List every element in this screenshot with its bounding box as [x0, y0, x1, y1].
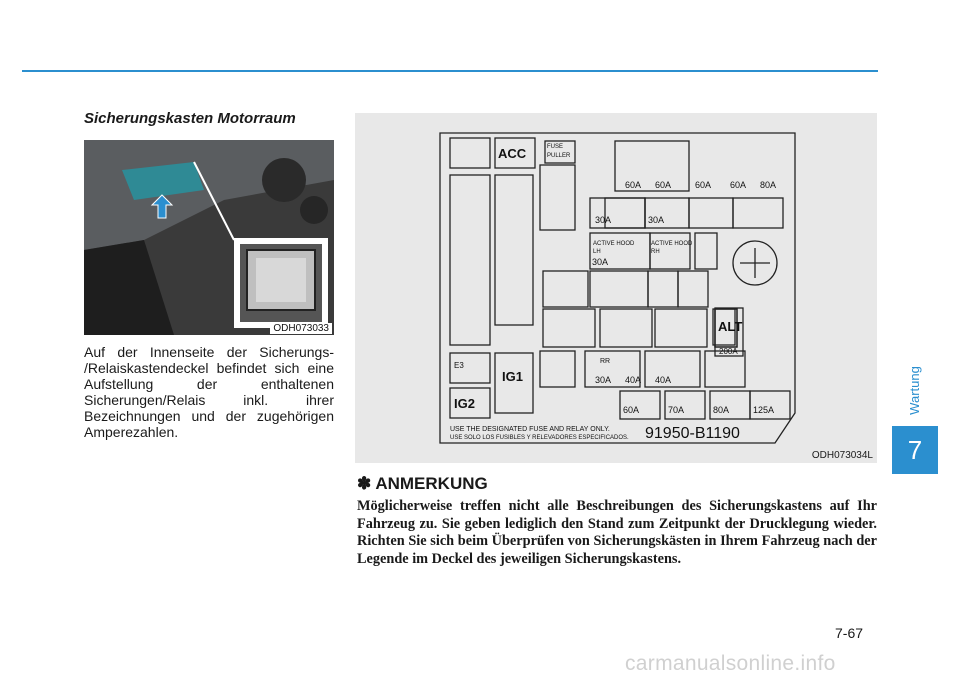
chapter-tab: 7 [892, 426, 938, 474]
svg-text:80A: 80A [713, 405, 730, 415]
chapter-label-text: Wartung [906, 365, 922, 415]
watermark: carmanualsonline.info [625, 652, 836, 675]
part-number: 91950-B1190 [645, 425, 740, 442]
svg-text:RH: RH [651, 249, 660, 255]
svg-text:70A: 70A [668, 405, 685, 415]
page-number: 7-67 [835, 625, 864, 641]
svg-text:40A: 40A [625, 375, 642, 385]
note-text: Möglicherweise treffen nicht alle Beschreibungen des Sicherungskastens auf Ihr Fahrzeug zu. Sie geben lediglich den Stand zum Zeitpunkt der Drucklegung wieder. Richten Sie sich beim Überprüfen von Sicherungskästen in Ihrem Fahrzeug nach der Legende im Deckel des jeweiligen Sicherungskastens. [357, 498, 877, 567]
svg-text:ACTIVE HOOD: ACTIVE HOOD [593, 241, 635, 247]
ig2-label: IG2 [454, 396, 475, 411]
alt-label: ALT [718, 319, 743, 334]
engine-bay-illustration [84, 140, 334, 335]
svg-text:125A: 125A [753, 405, 775, 415]
svg-text:PULLER: PULLER [547, 153, 571, 159]
diagram-code: ODH073034L [811, 450, 873, 461]
fuse-layout-svg [355, 113, 877, 463]
notice-line-1: USE THE DESIGNATED FUSE AND RELAY ONLY. [450, 426, 610, 433]
svg-text:30A: 30A [595, 215, 612, 225]
svg-text:60A: 60A [625, 180, 642, 190]
svg-text:LH: LH [593, 249, 601, 255]
svg-text:60A: 60A [655, 180, 672, 190]
svg-text:RR: RR [600, 358, 611, 365]
top-rule [22, 70, 878, 72]
note-heading: ✽ ANMERKUNG [357, 474, 488, 493]
body-paragraph: Auf der Innenseite der Sicherungs- /Relaiskastendeckel befindet sich eine Aufstellung der enthaltenen Sicherungen/Relais inkl. ihrer Bezeichnungen und der zugehörigen Amperezahlen. [84, 344, 334, 440]
svg-text:USE SOLO LOS FUSIBLES Y RELEVA: USE SOLO LOS FUSIBLES Y RELEVADORES ESPECIFICADOS. [450, 435, 629, 441]
fuse-box-diagram [355, 113, 877, 463]
acc-label: ACC [498, 146, 527, 161]
photo-code: ODH073033 [270, 323, 332, 334]
svg-text:80A: 80A [760, 180, 777, 190]
svg-text:30A: 30A [648, 215, 665, 225]
section-heading: Sicherungskasten Motorraum [84, 110, 296, 127]
svg-text:30A: 30A [592, 257, 609, 267]
svg-text:FUSE: FUSE [547, 144, 564, 150]
alt-rating: 200A [719, 347, 738, 356]
chapter-label [902, 360, 926, 420]
svg-text:60A: 60A [730, 180, 747, 190]
svg-text:60A: 60A [623, 405, 640, 415]
ig1-label: IG1 [502, 369, 523, 384]
e3-label: E3 [454, 361, 464, 370]
body-text [84, 344, 334, 440]
svg-text:30A: 30A [595, 375, 612, 385]
svg-text:ACTIVE HOOD: ACTIVE HOOD [651, 241, 693, 247]
svg-text:60A: 60A [695, 180, 712, 190]
svg-text:40A: 40A [655, 375, 672, 385]
engine-bay-photo [84, 140, 334, 335]
